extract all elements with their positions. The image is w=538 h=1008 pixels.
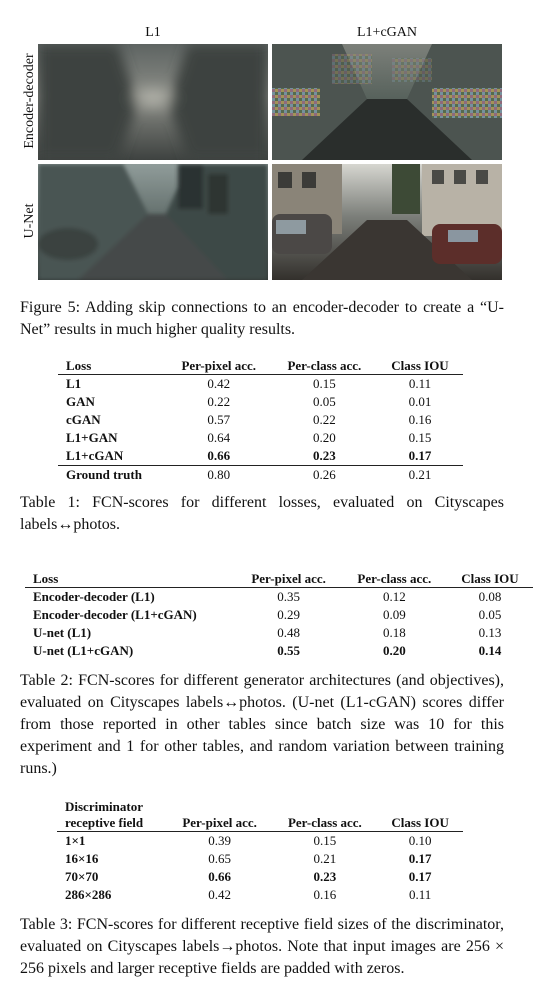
row-label: L1+GAN [66, 430, 118, 445]
cell-value: 0.12 [382, 589, 406, 604]
cell-value-best: 0.20 [382, 643, 406, 658]
column-header-class-iou: Class IOU [377, 358, 463, 375]
table-row [25, 624, 533, 642]
table-row [57, 850, 463, 868]
cell-value: 0.22 [207, 394, 231, 409]
cell-value: 0.29 [277, 607, 300, 622]
cell-value-best: 0.23 [313, 869, 337, 884]
row-label: U-net (L1) [33, 625, 92, 640]
row-label-u-net: U-Net [22, 203, 37, 239]
column-header-per-class-acc: Per-class acc. [272, 815, 377, 832]
column-header-per-pixel-acc: Per-pixel acc. [166, 358, 272, 375]
cell-value: 0.15 [313, 833, 337, 848]
cell-value: 0.80 [166, 466, 272, 485]
table-3 [57, 799, 463, 904]
result-image-encoder-decoder-l1 [38, 44, 268, 160]
row-label: U-net (L1+cGAN) [33, 643, 134, 658]
result-image-u-net-l1-cgan [272, 164, 502, 280]
row-label: Ground truth [58, 466, 166, 485]
cell-value-best: 0.23 [313, 448, 336, 463]
result-image-encoder-decoder-l1-cgan [272, 44, 502, 160]
cell-value-best: 0.14 [478, 643, 502, 658]
row-label: 16×16 [65, 851, 99, 866]
cell-value: 0.15 [313, 376, 336, 391]
column-header-discriminator: Discriminator [65, 799, 143, 814]
cell-value: 0.05 [478, 607, 502, 622]
cell-value: 0.26 [272, 466, 377, 485]
cell-value: 0.11 [409, 887, 432, 902]
cell-value: 0.08 [478, 589, 502, 604]
column-header-per-class-acc: Per-class acc. [342, 571, 447, 588]
row-label: Encoder-decoder (L1) [33, 589, 155, 604]
row-label: GAN [66, 394, 95, 409]
column-header-loss: Loss [58, 358, 166, 375]
row-label: cGAN [66, 412, 101, 427]
table-row [58, 429, 463, 447]
cell-value: 0.21 [313, 851, 337, 866]
cell-value: 0.22 [313, 412, 336, 427]
table-row [58, 411, 463, 429]
cell-value: 0.10 [408, 833, 432, 848]
column-header-per-class-acc: Per-class acc. [272, 358, 377, 375]
cell-value-best: 0.66 [207, 448, 231, 463]
cell-value: 0.15 [408, 430, 432, 445]
table-row [57, 886, 463, 904]
row-label: 1×1 [65, 833, 86, 848]
row-label-encoder-decoder: Encoder-decoder [22, 53, 37, 149]
row-label: L1 [66, 376, 82, 391]
table-1 [58, 358, 463, 484]
table-row [58, 466, 463, 485]
cell-value: 0.18 [382, 625, 406, 640]
result-image-u-net-l1 [38, 164, 268, 280]
table-row [25, 606, 533, 624]
table-row [25, 642, 533, 660]
cell-value: 0.05 [313, 394, 336, 409]
cell-value: 0.09 [382, 607, 406, 622]
row-label: L1+cGAN [66, 448, 124, 463]
cell-value: 0.42 [208, 887, 231, 902]
cell-value: 0.42 [207, 376, 231, 391]
table-1-caption: Table 1: FCN-scores for different losses, evaluated on Cityscapes labels↔photos. [20, 494, 504, 533]
table-3-caption: Table 3: FCN-scores for different receptive field sizes of the discriminator, evaluated on Cityscapes labels→photos. Note that input images are 256 × 256 pixels and larger receptive fields are padded with zeros. [20, 916, 504, 977]
cell-value: 0.64 [207, 430, 231, 445]
column-header-class-iou: Class IOU [447, 571, 533, 588]
table-row [57, 832, 463, 851]
cell-value: 0.35 [277, 589, 300, 604]
table-row [58, 393, 463, 411]
row-label: 286×286 [65, 887, 112, 902]
column-header-receptive-field: receptive field [57, 815, 167, 832]
cell-value: 0.21 [377, 466, 463, 485]
table-row [25, 588, 533, 607]
table-row [58, 375, 463, 394]
cell-value: 0.11 [408, 376, 432, 391]
cell-value: 0.13 [478, 625, 502, 640]
cell-value-best: 0.17 [408, 448, 432, 463]
cell-value-best: 0.66 [208, 869, 231, 884]
table-row [57, 868, 463, 886]
column-header-per-pixel-acc: Per-pixel acc. [167, 815, 273, 832]
figure-caption: Figure 5: Adding skip connections to an encoder-decoder to create a “U-Net” results in much higher quality results. [20, 299, 504, 338]
row-label: 70×70 [65, 869, 99, 884]
cell-value: 0.16 [408, 412, 432, 427]
row-label: Encoder-decoder (L1+cGAN) [33, 607, 197, 622]
column-label-l1: L1 [145, 25, 161, 40]
cell-value-best: 0.55 [277, 643, 300, 658]
table-2 [25, 571, 533, 660]
cell-value: 0.65 [208, 851, 231, 866]
cell-value: 0.48 [277, 625, 300, 640]
column-header-class-iou: Class IOU [377, 815, 463, 832]
cell-value: 0.01 [408, 394, 432, 409]
cell-value-best: 0.17 [408, 869, 432, 884]
column-header-per-pixel-acc: Per-pixel acc. [236, 571, 342, 588]
table-2-caption: Table 2: FCN-scores for different generator architectures (and objectives), evaluated on Cityscapes labels↔photos. (U-net (L1-cGAN) scores differ from those reported in other tables since batch size was 10 for this experiment and 1 for other tables, and random variation between training runs.) [20, 672, 504, 777]
cell-value: 0.20 [313, 430, 336, 445]
cell-value: 0.39 [208, 833, 231, 848]
table-row [58, 447, 463, 466]
column-header-loss: Loss [25, 571, 236, 588]
column-label-l1-cgan: L1+cGAN [357, 25, 417, 40]
cell-value-best: 0.17 [408, 851, 432, 866]
cell-value: 0.16 [313, 887, 337, 902]
cell-value: 0.57 [207, 412, 231, 427]
